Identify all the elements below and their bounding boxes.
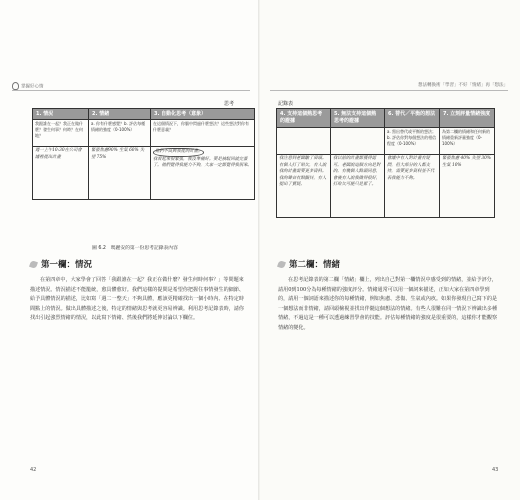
right-section-title: 第二欄：情緒	[278, 258, 340, 270]
right-page-number: 43	[492, 467, 499, 473]
column-question-emotions: a. 你有什麼感覺？b. 評估每種情緒的強度（0-100%）	[89, 120, 151, 147]
column-header-balanced-thoughts: 6. 替代／平衡的想法	[385, 109, 440, 128]
column-header-supporting-evidence: 4. 支持這個熱思考的證據	[277, 109, 331, 128]
right-page	[260, 0, 520, 500]
column-question-rerate-emotions: 為第二欄的情緒和任何新的情緒重新評量強度（0-100%）	[440, 128, 495, 155]
column-header-automatic-thoughts: 3. 自動化思考（意象）	[151, 109, 255, 120]
leaf-ornament-icon	[277, 260, 286, 269]
right-body-text: 在思考記錄表的第二欄「情緒」欄上，列出自己對第一欄情況中感受到的情緒，並給予評分，請用0到100分為每種情緒的強度評分。情緒通常可以用一個詞來描述，正如大家在第四章學到的，請用一個詞語來描述你的每種情緒，例如焦慮、悲傷、生氣或內疚。如果你發現自己寫下的是一個想法而非情緒，請回頭檢視並找出伴隨這個想法的情緒。有些人很難在同一情況下辨識出多種情緒，不過這是一種可以透過練習學會的技能。評估每種情緒的強度是很重要的，這樣你才能觀察情緒的變化。	[278, 277, 498, 331]
column-header-rerate-emotions: 7. 立刻評量情緒強度	[440, 109, 495, 128]
entry-contradicting-evidence: 我以前的計畫都獲得認可。老闆說這個方向是對的。有幾個人點頭同意，會後有人說我做得很好，打哈欠可能只是累了。	[331, 155, 385, 218]
leaf-ornament-icon	[29, 260, 38, 269]
left-table-tag: 思考	[224, 101, 235, 107]
left-header-rule	[12, 90, 250, 91]
thought-record-table-left	[32, 108, 255, 200]
column-question-automatic-thoughts: 在這個情況下，你腦中閃過什麼想法？這些想法對你有什麼意義？	[151, 120, 255, 147]
entry-balanced-thoughts: 會議中有人對計畫有疑問，但大部分的人都支持，需要更多資料並不代表我能力不夠。	[385, 155, 440, 218]
right-table-tag: 記錄表	[278, 101, 294, 107]
entry-rerate-emotions: 緊張焦慮 40% 失望 30% 生氣 10%	[440, 155, 495, 218]
figure-caption: 圖 6.2 瑪麗安的第一份思考記錄表內容	[92, 246, 178, 251]
left-page-number: 42	[30, 467, 37, 473]
right-header-rule	[270, 90, 508, 91]
right-running-head: 想法轉換術「學習」不好「情緒」再「想法」	[418, 83, 508, 88]
column-question-balanced-thoughts: a. 寫出替代或平衡的想法；b. 評估你對每個想法的相信程度（0-100%）	[385, 128, 440, 155]
entry-supporting-evidence: 我注意到老闆皺了眉頭。有個人打了哈欠，有人說我的計畫需要更多資料。我的聲音有點顫抖，有人提出了質疑。	[277, 155, 331, 218]
column-header-contradicting-evidence: 5. 無法支持這個熱思考的證據	[331, 109, 385, 128]
column-question-supporting-evidence	[277, 128, 331, 155]
hot-thought-highlight: 他們不高興我提的計畫。	[153, 148, 204, 157]
left-section-title: 第一欄：情況	[30, 258, 92, 270]
lightbulb-icon	[12, 82, 19, 90]
column-question-situation: 我跟誰在一起？我正在做什麼？發生何事？何時？在何地？	[33, 120, 89, 147]
entry-automatic-thoughts	[151, 147, 255, 200]
entry-situation: 週一上午10:30在公司會議裡提出計畫	[33, 147, 89, 200]
left-running-head: 掌握好心情	[12, 82, 44, 90]
entry-emotions: 緊張焦慮90% 生氣 60% 失望 75%	[89, 147, 151, 200]
entry-automatic-thoughts-text: 我看起來很緊張，我沒準備好。要是被駁回就完蛋了。他們覺得我能力不夠，大家一定都覺得我很笨。	[153, 156, 252, 169]
left-body-text: 在第四章中，大家學會了回答「我跟誰在一起？我正在做什麼？發生何時何事？」等問題來描述情況。情況描述不能籠統，愈具體愈好。我們這樣的提問是希望你把握住事情發生的細節、給予具體情況的描述，比如寫「週二一整天」不夠具體，應該更精確找出一個小時內、在特定時間點上的情況。做出具體描述之後，特定的情緒與思考就更容易辨識。利用思考記錄表時，請你找出引起強烈情緒的情況，以此寫下情緒、然後我們將延伸討論以下欄位。	[30, 277, 244, 321]
column-header-situation: 1. 情況	[33, 109, 89, 120]
column-question-contradicting-evidence	[331, 128, 385, 155]
thought-record-table-right	[276, 108, 495, 218]
column-header-emotions: 2. 情緒	[89, 109, 151, 120]
